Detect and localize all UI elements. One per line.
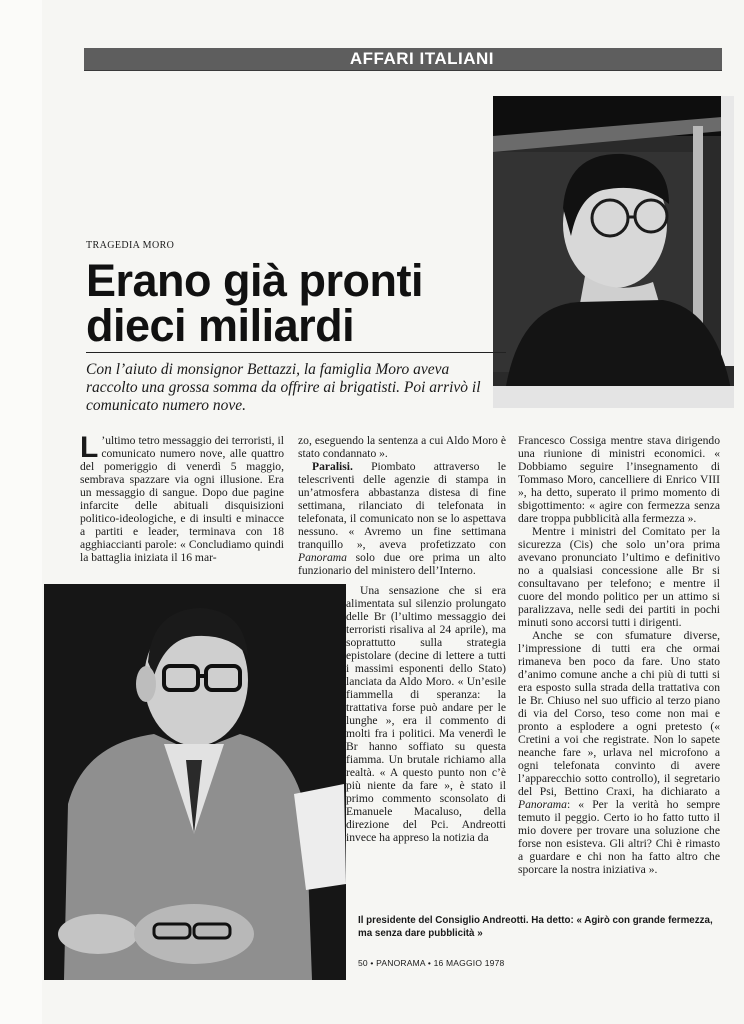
column-3-paragraph-2: Mentre i ministri del Comitato per la sicurezza (Cis) che solo un’ora prima avevano pronunciato l’ultimo e definitivo no a qualsiasi concessione alle Br si consultavano per telefono; e mentre il cuore del mondo politico per un attimo si paralizzava, nelle sedi dei partiti in pochi minuti sono accorsi tutti i dirigenti. [518, 525, 720, 629]
column-2-continued-text: Una sensazione che si era alimentata sul silenzio prolungato delle Br (l’ultimo messaggio dei terroristi risaliva al 24 aprile), ma soprattutto sulla strategia epistolare (decine di lettere a tutti i massimi esponenti dello Stato) lanciata da Aldo Moro. « Un’esile fiammella di speranza: la trattativa forse può andare per le lunghe », era il commento di molti fra i politici. Ma venerdì le Br hanno soffiato su questa fiamma. Un brutale richiamo alla realtà. « A questo punto non c’è più niente da fare », è stato il primo commento sconsolato di Emanuele Macaluso, della direzione del Pci. Andreotti invece ha appreso la notizia da [346, 584, 506, 844]
magazine-name-2: Panorama [518, 798, 567, 811]
article-kicker: TRAGEDIA MORO [86, 240, 175, 251]
article-deck: Con l’aiuto di monsignor Bettazzi, la famiglia Moro aveva raccolto una grossa somma da offrire ai brigatisti. Poi arrivò il comunicato numero nove. [86, 361, 481, 414]
article-column-2 [298, 434, 506, 577]
article-column-3 [518, 434, 720, 876]
article-column-2-continued [346, 584, 506, 844]
section-title: AFFARI ITALIANI [349, 49, 494, 68]
column-3-paragraph-3-end: : « Per la verità ho sempre temuto il peggio. Certo io ho fatto tutto il mio dovere per trovare una soluzione che forse non esisteva. Gli altri? Chi è rimasto a guardare e chi non ha fatto altro che sporcare la nostra iniziativa ». [518, 798, 720, 876]
bleed-through-text [86, 90, 486, 230]
column-3-paragraph-1: Francesco Cossiga mentre stava dirigendo una riunione di ministri economici. « Dobbiamo seguire l’insegnamento di Tommaso Moro, cancelliere di Enrico VIII », ha detto, superato il primo momento di sbigottimento: « agire con fermezza senza dare troppa pubblicità alla fermezza ». [518, 434, 720, 525]
column-2-lead: zo, eseguendo la sentenza a cui Aldo Moro è stato condannato ». [298, 434, 506, 460]
section-header-bar [84, 48, 722, 70]
column-2-paragraph-end: solo due ore prima un alto funzionario del ministero dell’Interno. [298, 551, 506, 577]
column-2-paragraph: Piombato attraverso le telescriventi delle agenzie di stampa in un’atmosfera abbastanza distesa di fine settimana, rilanciato di telefonata in telefonata, il comunicato non se lo aspettava nessuno. « Avremo un fine settimana tranquillo », aveva profetizzato con [298, 460, 506, 551]
drop-cap: L [80, 431, 99, 464]
subhead-paralisi: Paralisi. [312, 460, 353, 473]
photo-caption: Il presidente del Consiglio Andreotti. Ha detto: « Agirò con grande fermezza, ma senza dare pubblicità » [358, 915, 713, 939]
portrait-photo-young-man [493, 96, 734, 408]
portrait-photo-andreotti [44, 584, 346, 980]
page-footer: 50 • PANORAMA • 16 MAGGIO 1978 [358, 958, 505, 968]
column-1-text: ’ultimo tetro messaggio dei terroristi, il comunicato numero nove, alle quattro del pomeriggio di venerdì 5 maggio, sembrava spazzare via ogni illusione. Era un messaggio di sangue. Dopo due pagine infarcite delle abituali disquisizioni politico-ideologiche, e di insulti e minacce a partiti e leader, terminava con 18 agghiaccianti parole: « Concludiamo quindi la battaglia iniziata il 16 mar- [80, 434, 284, 564]
headline-divider [86, 352, 506, 353]
article-column-1 [80, 431, 284, 564]
column-3-paragraph-3: Anche se con sfumature diverse, l’impressione di tutti era che ormai rimaneva ben poco da fare. Uno stato d’animo comune anche a chi più di tutti si era esposto sulla strada della trattativa con le Br. Chiuso nel suo ufficio al terzo piano di via del Corso, teso come non mai e pronto a esplodere a ogni pretesto (« Cretini a voi che registrate. Non lo sapete neanche fare », urlava nel microfono a ogni telefonata convinto di avere l’apparecchio sotto controllo), il segretario del Psi, Bettino Craxi, ha dichiarato a [518, 629, 720, 798]
magazine-name: Panorama [298, 551, 347, 564]
article-headline: Erano già pronti dieci miliardi [86, 255, 424, 351]
